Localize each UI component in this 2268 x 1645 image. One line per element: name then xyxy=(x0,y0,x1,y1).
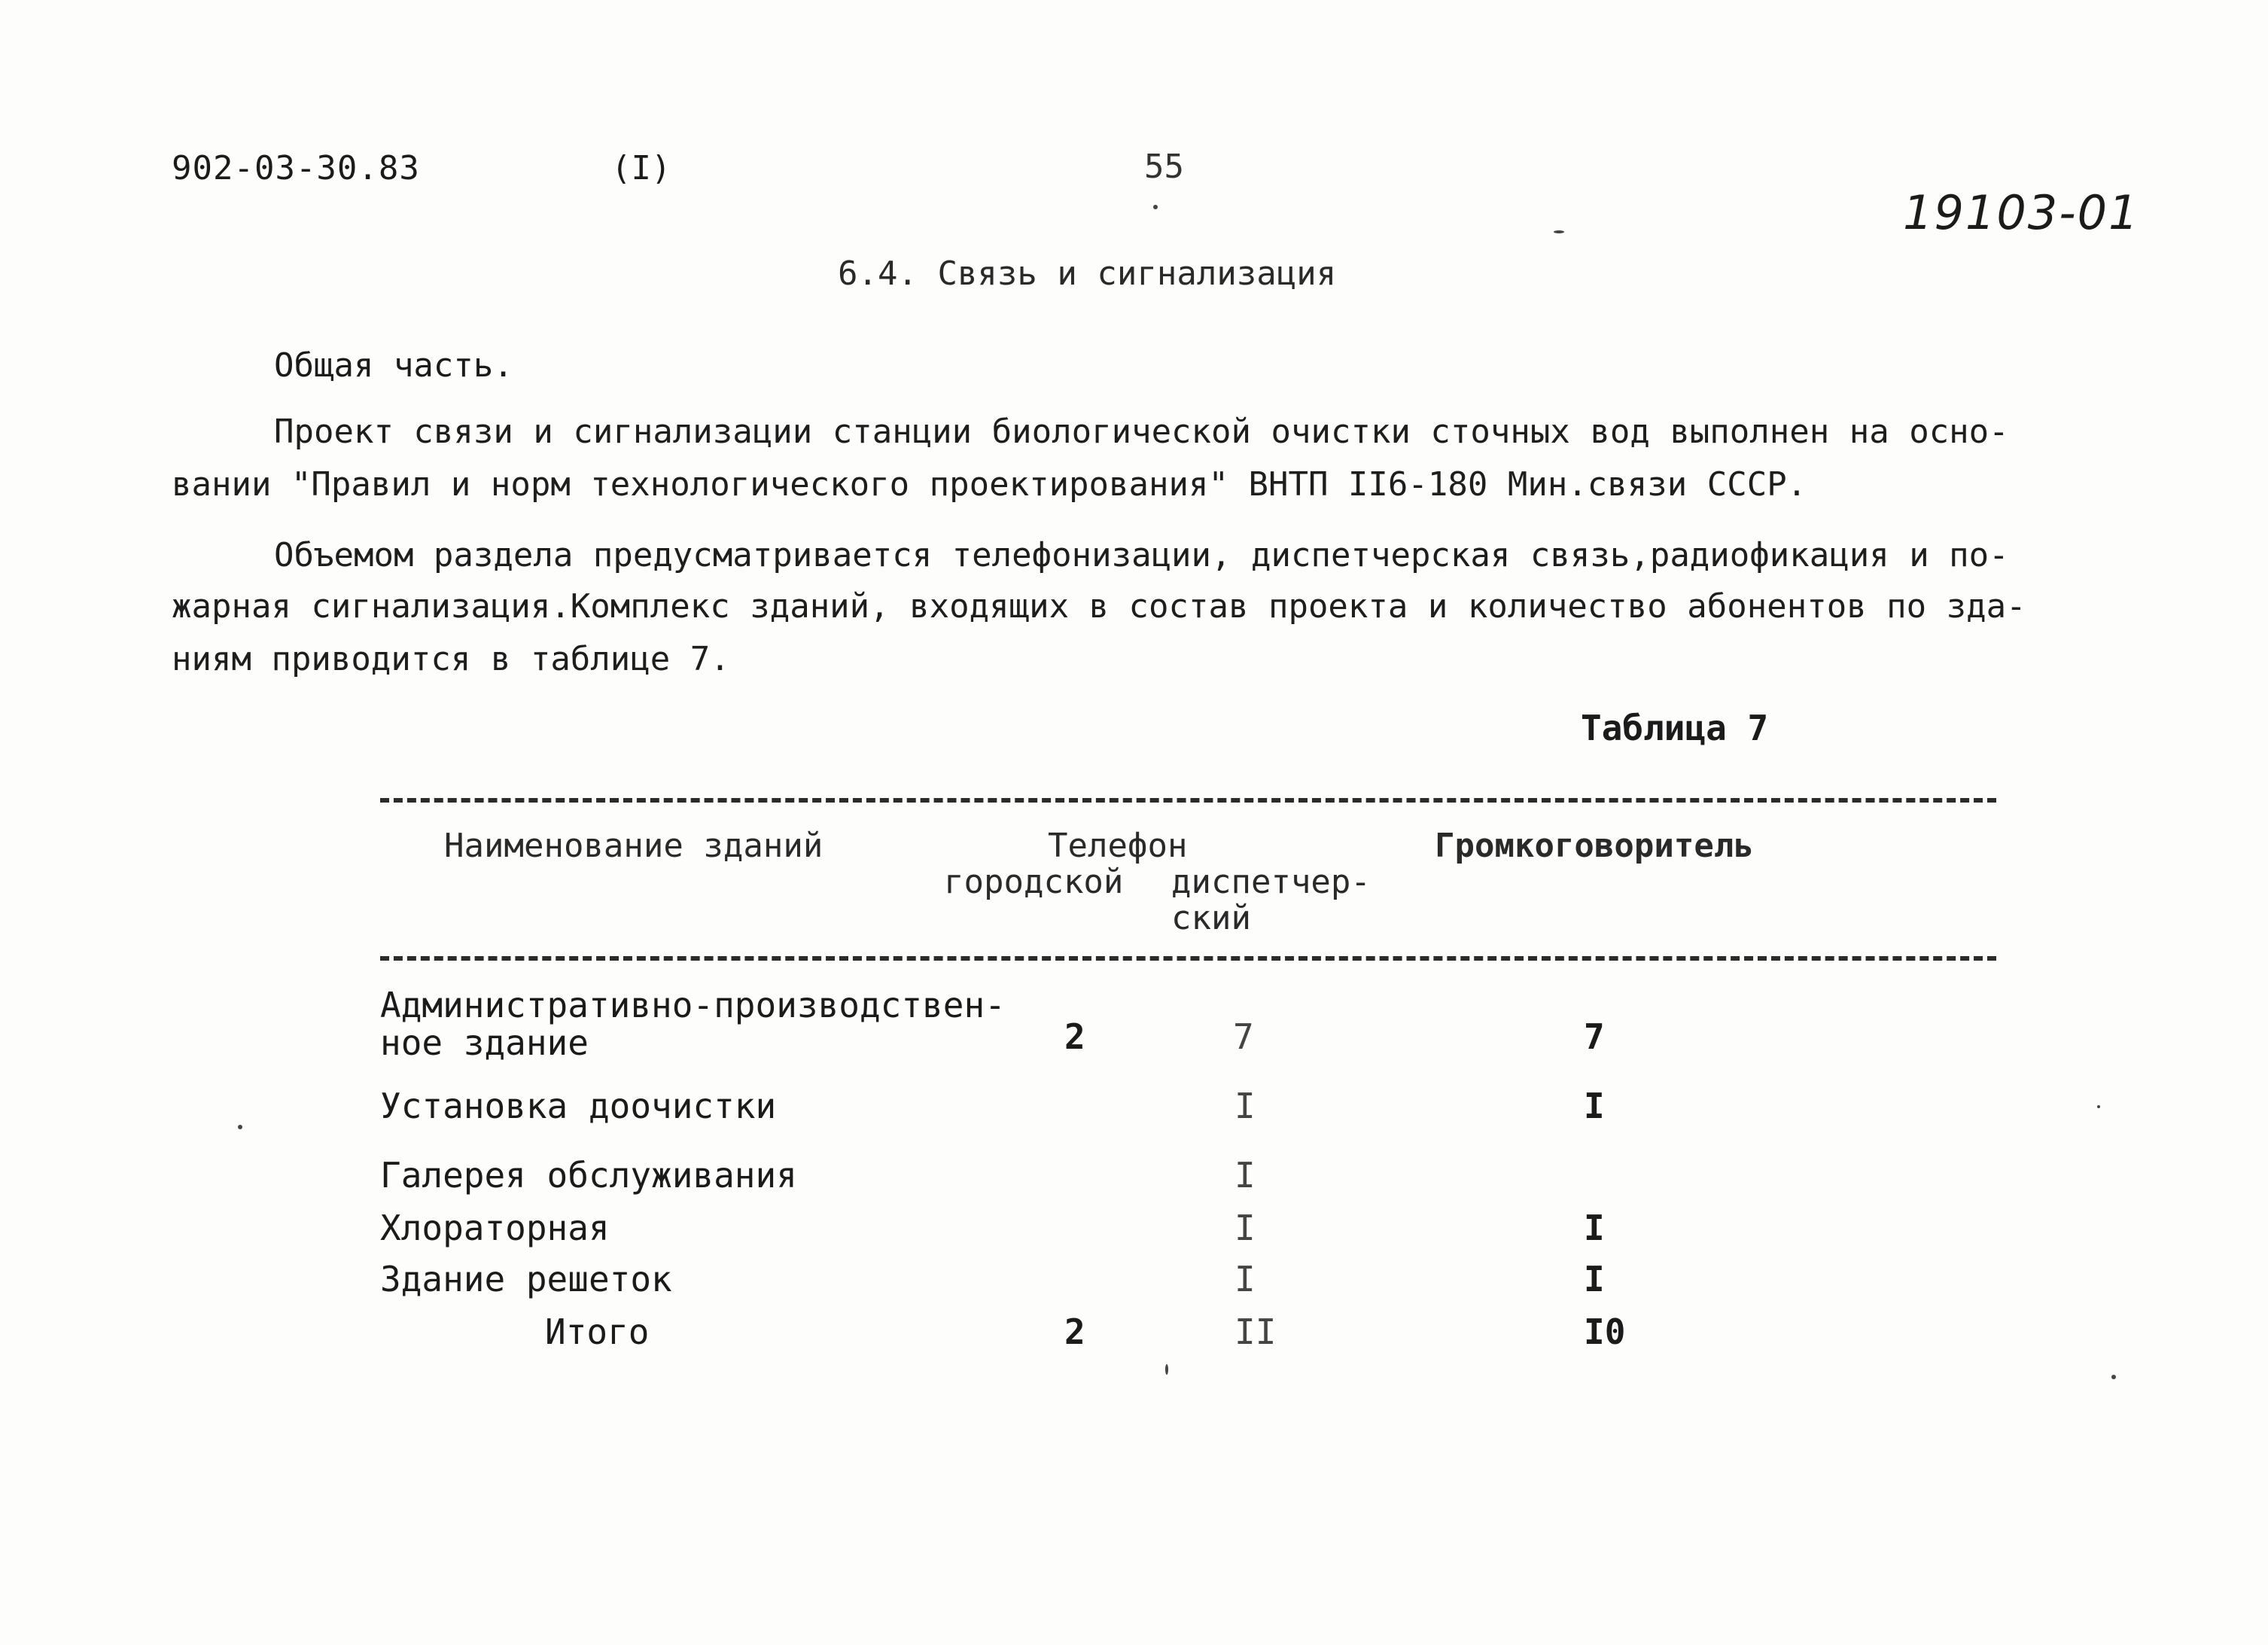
row-dispatch-phones: I xyxy=(1234,1208,1256,1248)
header-phone: Телефон xyxy=(1048,827,1188,865)
header-phone-city: городской xyxy=(944,863,1124,901)
row-city-phones: 2 xyxy=(1064,1016,1085,1057)
scan-speck xyxy=(2111,1375,2116,1379)
header-phone-dispatch: диспетчер- xyxy=(1171,863,1371,901)
archive-number: 19103-01 xyxy=(1903,185,2140,240)
row-dispatch-phones: I xyxy=(1234,1259,1256,1299)
document-code: 902-03-30.83 xyxy=(172,149,420,187)
row-name: Галерея обслуживания xyxy=(380,1155,797,1196)
row-speakers: I xyxy=(1584,1208,1605,1248)
table-header-rule xyxy=(380,956,1996,961)
scan-speck xyxy=(1153,205,1158,209)
row-dispatch-phones: 7 xyxy=(1233,1016,1254,1057)
row-name-cont: ное здание xyxy=(380,1022,589,1063)
paragraph-line: ниям приводится в таблице 7. xyxy=(172,640,730,678)
total-dispatch-phones: II xyxy=(1234,1311,1277,1352)
row-dispatch-phones: I xyxy=(1234,1086,1256,1126)
table-caption: Таблица 7 xyxy=(1581,708,1769,748)
row-speakers: 7 xyxy=(1584,1016,1605,1057)
header-phone-dispatch-cont: ский xyxy=(1171,899,1251,937)
row-speakers: I xyxy=(1584,1086,1605,1126)
section-subheading: Общая часть. xyxy=(274,346,513,385)
page-number: 55 xyxy=(1144,148,1184,186)
scan-speck xyxy=(1554,230,1564,233)
paragraph-line: вании "Правил и норм технологического проектирования" ВНТП II6-180 Мин.связи СССР. xyxy=(172,465,1807,504)
table-top-rule xyxy=(380,798,1996,803)
scan-speck xyxy=(1165,1364,1168,1375)
total-city-phones: 2 xyxy=(1064,1311,1085,1352)
row-speakers: I xyxy=(1584,1259,1605,1299)
row-name: Хлораторная xyxy=(380,1208,610,1248)
header-building-name: Наименование зданий xyxy=(444,827,823,865)
scan-speck xyxy=(2097,1105,2100,1108)
total-label: Итого xyxy=(545,1311,650,1352)
header-speaker: Громкоговоритель xyxy=(1435,827,1754,865)
row-dispatch-phones: I xyxy=(1234,1155,1256,1196)
paragraph-line: жарная сигнализация.Комплекс зданий, входящих в состав проекта и количество абонентов по зда- xyxy=(172,587,2026,626)
row-name: Здание решеток xyxy=(380,1259,672,1299)
row-name: Установка доочистки xyxy=(380,1086,777,1126)
paragraph-line: Объемом раздела предусматривается телефонизации, диспетчерская связь,радиофикация и по- xyxy=(274,536,2009,574)
section-title: 6.4. Связь и сигнализация xyxy=(838,254,1337,293)
paragraph-line: Проект связи и сигнализации станции биологической очистки сточных вод выполнен на осно- xyxy=(274,413,2009,451)
document-part: (I) xyxy=(611,149,671,187)
scan-speck xyxy=(238,1125,242,1129)
row-name: Административно-производствен- xyxy=(380,985,1006,1025)
total-speakers: I0 xyxy=(1584,1311,1626,1352)
